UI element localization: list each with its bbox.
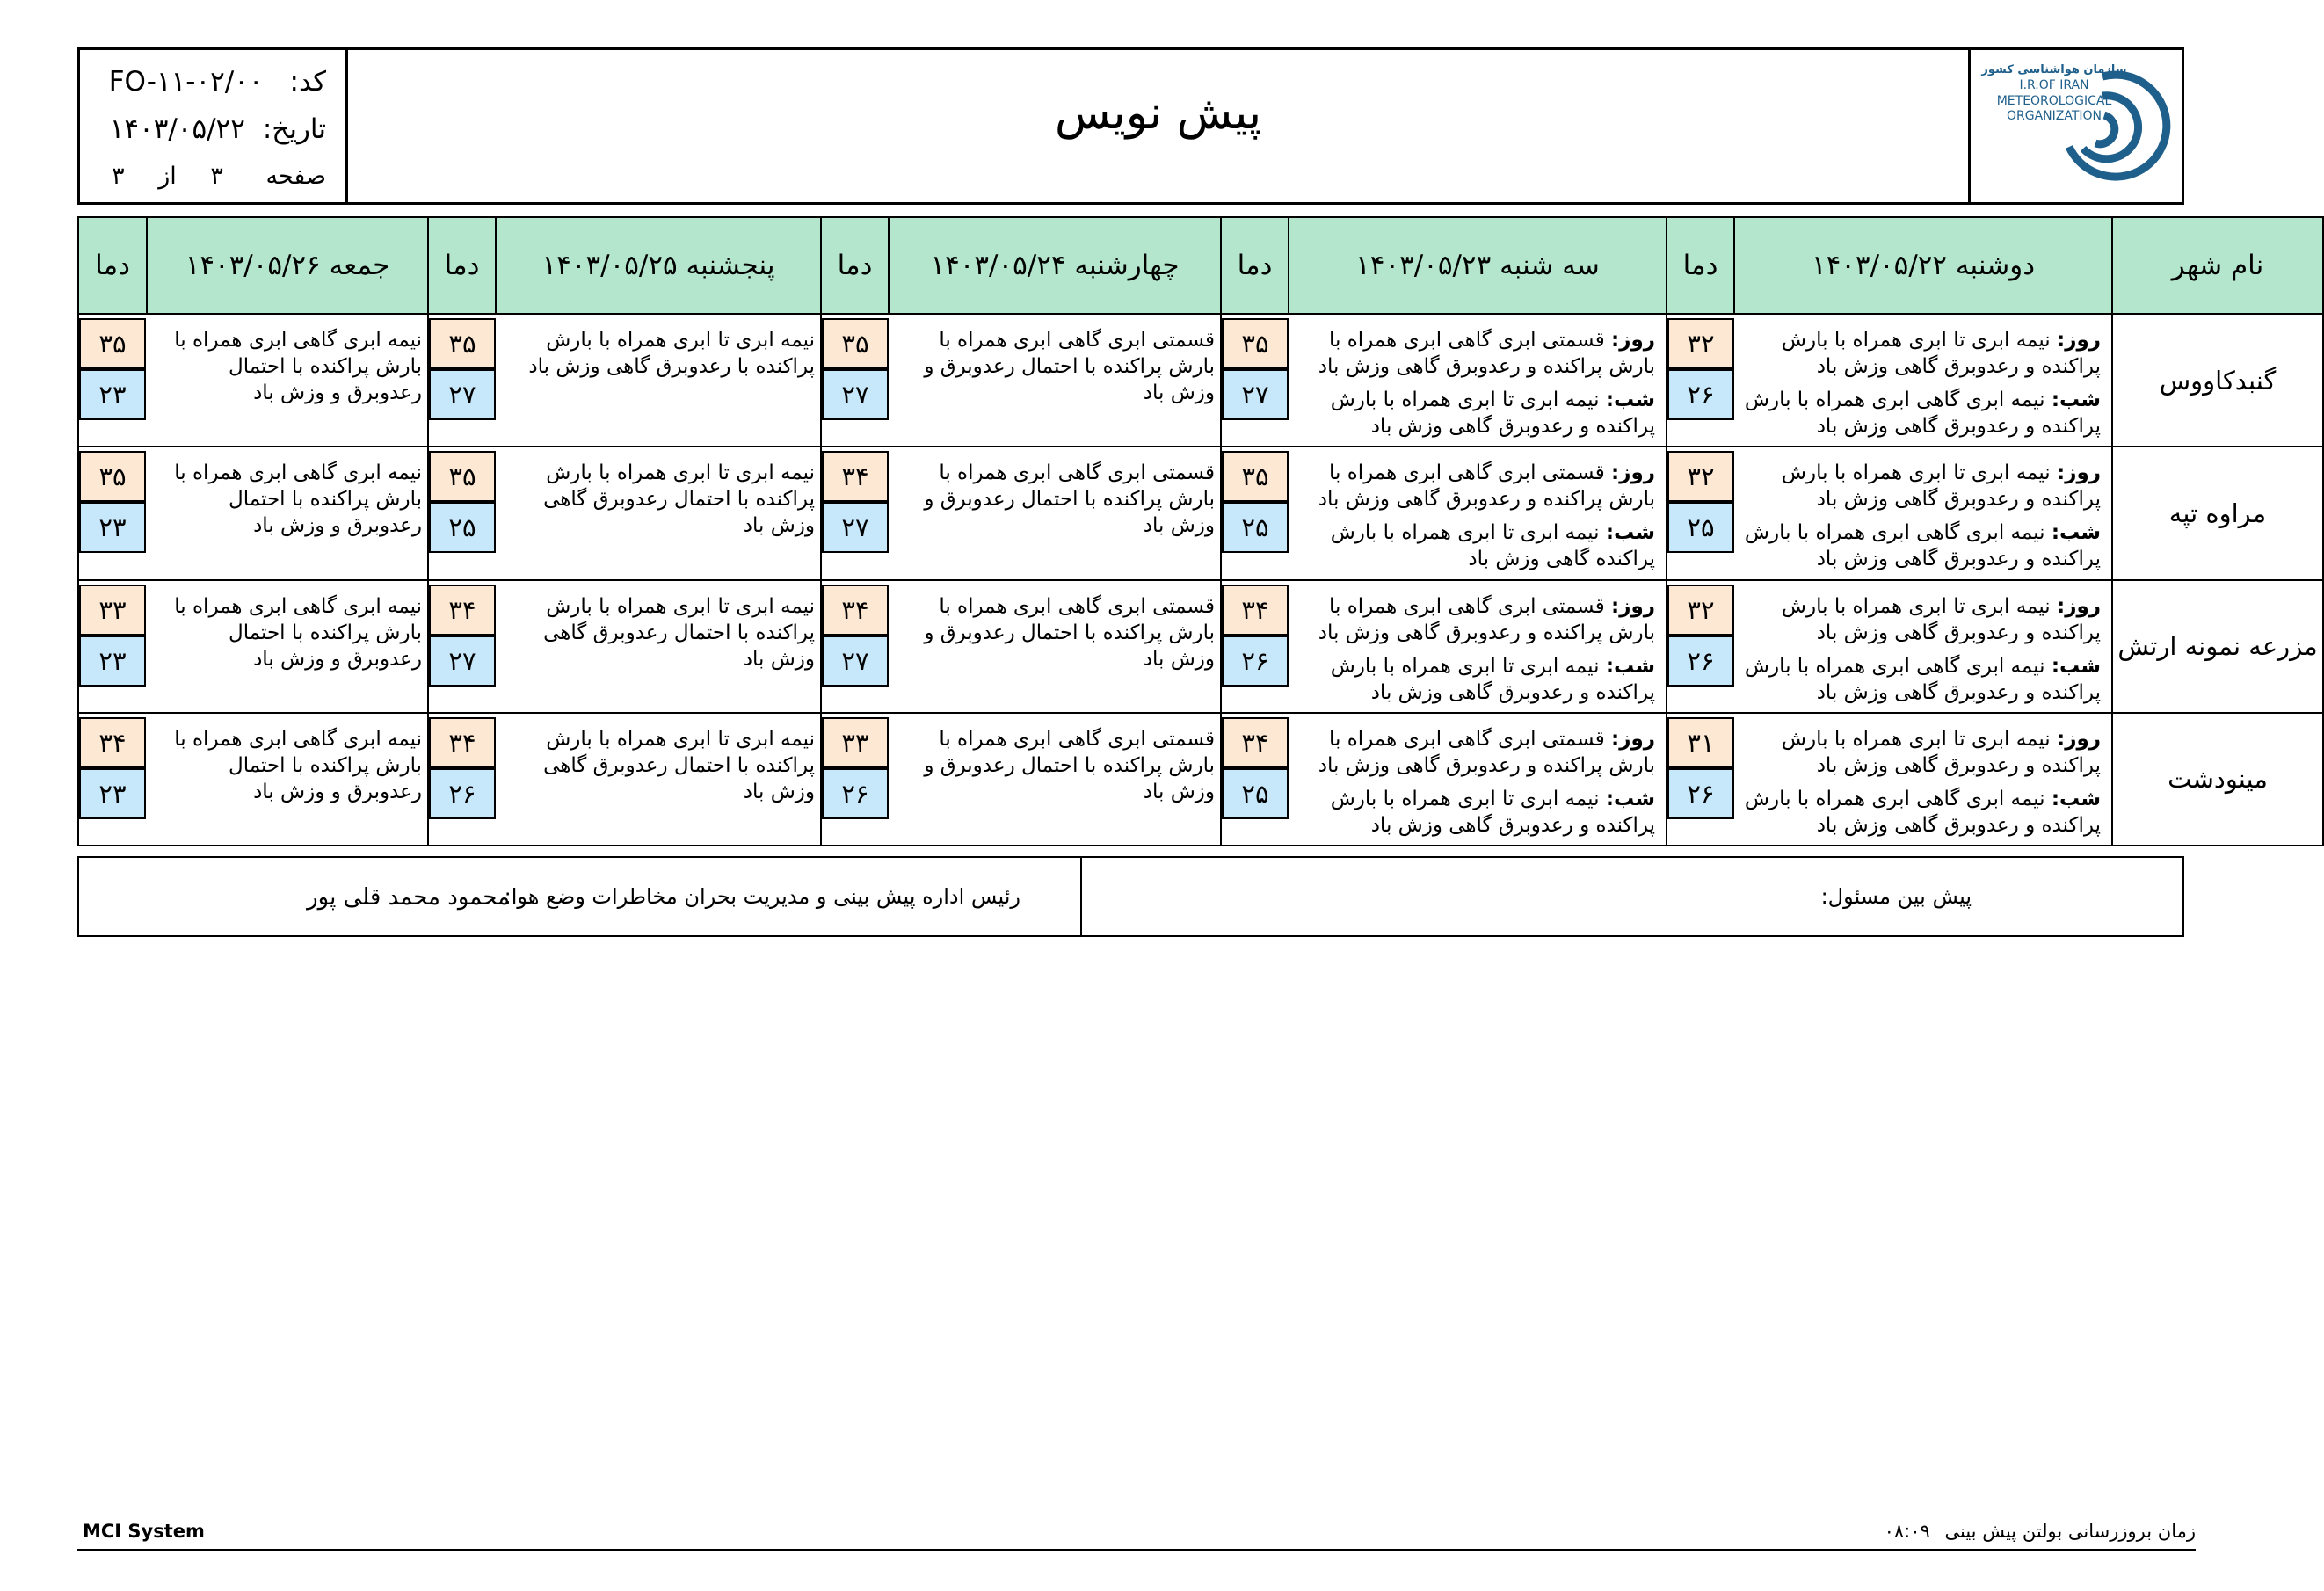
day-header: دوشنبه ۱۴۰۳/۰۵/۲۲ <box>1734 217 2112 314</box>
footer-rule <box>77 1549 2196 1551</box>
forecast-text: قسمتی ابری گاهی ابری همراه با بارش پراکنده با احتمال رعدوبرق و وزش باد <box>924 329 1215 404</box>
code-label: کد: <box>289 66 326 98</box>
page-title: پیش نویس <box>1054 87 1262 140</box>
forecaster-cell <box>1080 858 2182 935</box>
night-forecast <box>1739 786 2101 839</box>
day-text: قسمتی ابری گاهی ابری همراه با بارش پراکنده و رعدوبرق گاهی وزش باد <box>1318 727 1655 777</box>
max-temp: ۳۵ <box>1222 318 1289 369</box>
day-forecast <box>1739 726 2101 779</box>
forecast-text: نیمه ابری تا ابری همراه با بارش پراکنده با احتمال رعدوبرق گاهی وزش باد <box>543 461 815 538</box>
day-label: روز: <box>1611 594 1655 618</box>
forecast-desc <box>147 713 428 846</box>
temp-cell <box>428 314 496 447</box>
min-temp: ۲۶ <box>822 768 889 819</box>
forecast-desc <box>889 580 1221 713</box>
meta-cell <box>80 50 348 202</box>
day-label: روز: <box>2057 727 2101 751</box>
forecast-desc <box>1734 713 2112 846</box>
night-label: شب: <box>2051 521 2101 545</box>
temp-header: دما <box>78 217 147 314</box>
forecast-desc <box>889 447 1221 579</box>
logo-cell <box>1968 50 2182 202</box>
day-forecast <box>1739 460 2101 512</box>
day-header: سه شنبه ۱۴۰۳/۰۵/۲۳ <box>1289 217 1667 314</box>
night-text: نیمه ابری گاهی ابری همراه با بارش پراکنده و رعدوبرق گاهی وزش باد <box>1744 787 2101 837</box>
page-of: از <box>158 163 177 190</box>
night-forecast <box>1294 519 1655 572</box>
min-temp: ۲۶ <box>1667 636 1734 687</box>
temp-cell <box>821 713 889 846</box>
min-temp: ۲۷ <box>429 369 496 420</box>
day-text: قسمتی ابری گاهی ابری همراه با بارش پراکنده و رعدوبرق گاهی وزش باد <box>1318 329 1655 378</box>
temp-cell <box>1221 713 1289 846</box>
temp-cell <box>428 447 496 579</box>
forecast-text: نیمه ابری گاهی ابری همراه با بارش پراکنده با احتمال رعدوبرق و وزش باد <box>174 461 422 538</box>
page-total: ۳ <box>112 163 125 190</box>
temp-cell <box>821 314 889 447</box>
temp-cell <box>1221 447 1289 579</box>
night-text: نیمه ابری تا ابری همراه با بارش پراکنده و رعدوبرق گاهی وزش باد <box>1330 389 1655 438</box>
forecast-desc <box>496 314 821 447</box>
forecast-desc <box>889 314 1221 447</box>
temp-cell <box>78 713 147 846</box>
temp-cell <box>78 314 147 447</box>
night-label: شب: <box>1605 521 1655 545</box>
min-temp: ۲۳ <box>79 636 146 687</box>
temp-header: دما <box>1667 217 1734 314</box>
max-temp: ۳۴ <box>429 717 496 768</box>
day-text: نیمه ابری تا ابری همراه با بارش پراکنده و رعدوبرق گاهی وزش باد <box>1781 461 2101 512</box>
forecast-desc <box>496 713 821 846</box>
night-text: نیمه ابری تا ابری همراه با بارش پراکنده و رعدوبرق گاهی وزش باد <box>1330 654 1655 704</box>
day-label: روز: <box>2057 594 2101 618</box>
day-text: نیمه ابری تا ابری همراه با بارش پراکنده و رعدوبرق گاهی وزش باد <box>1781 727 2101 777</box>
forecast-text: نیمه ابری تا ابری همراه با بارش پراکنده با احتمال رعدوبرق گاهی وزش باد <box>543 727 815 803</box>
head-cell <box>79 858 1086 935</box>
head-label: رئیس اداره پیش بینی و مدیریت بحران مخاطرات وضع هوا: <box>504 884 1020 909</box>
page-label: صفحه <box>265 163 326 190</box>
table-row <box>78 314 2323 447</box>
forecast-desc <box>1289 314 1667 447</box>
update-label: زمان بروزرسانی بولتن پیش بینی <box>1944 1521 2196 1542</box>
temp-cell <box>1667 713 1734 846</box>
day-forecast <box>1294 593 1655 646</box>
date-label: تاریخ: <box>262 113 326 145</box>
night-forecast <box>1294 786 1655 839</box>
svg-text:ORGANIZATION: ORGANIZATION <box>2006 109 2102 123</box>
forecast-desc <box>147 580 428 713</box>
signature-box <box>77 856 2184 937</box>
min-temp: ۲۶ <box>1222 636 1289 687</box>
temp-header: دما <box>1221 217 1289 314</box>
forecaster-label: پیش بین مسئول: <box>1820 884 1972 909</box>
temp-header: دما <box>428 217 496 314</box>
max-temp: ۳۴ <box>1222 585 1289 636</box>
temp-cell <box>1667 314 1734 447</box>
night-forecast <box>1294 387 1655 440</box>
forecast-desc <box>1734 447 2112 579</box>
min-temp: ۲۳ <box>79 768 146 819</box>
logo-text-fa: سازمان هواشناسی کشور <box>1981 63 2127 76</box>
update-time: ۰۸:۰۹ <box>1884 1521 1930 1542</box>
code-row <box>109 66 326 98</box>
forecast-desc <box>1289 447 1667 579</box>
update-info <box>1885 1521 2196 1542</box>
night-label: شب: <box>2051 787 2101 810</box>
night-text: نیمه ابری گاهی ابری همراه با بارش پراکنده و رعدوبرق گاهی وزش باد <box>1744 654 2101 704</box>
date-value: ۱۴۰۳/۰۵/۲۲ <box>109 113 245 145</box>
forecast-text: نیمه ابری گاهی ابری همراه با بارش پراکنده با احتمال رعدوبرق و وزش باد <box>174 727 422 803</box>
max-temp: ۳۴ <box>1222 717 1289 768</box>
night-label: شب: <box>1605 389 1655 411</box>
min-temp: ۲۶ <box>1667 768 1734 819</box>
max-temp: ۳۵ <box>429 318 496 369</box>
max-temp: ۳۴ <box>429 585 496 636</box>
min-temp: ۲۷ <box>822 502 889 553</box>
table-row <box>78 713 2323 846</box>
min-temp: ۲۵ <box>1222 768 1289 819</box>
forecast-text: قسمتی ابری گاهی ابری همراه با بارش پراکنده با احتمال رعدوبرق و وزش باد <box>924 727 1215 803</box>
forecast-text: نیمه ابری تا ابری همراه با بارش پراکنده با رعدوبرق گاهی وزش باد <box>528 329 815 378</box>
day-label: روز: <box>1611 461 1655 485</box>
max-temp: ۳۴ <box>822 585 889 636</box>
max-temp: ۳۵ <box>79 451 146 502</box>
max-temp: ۳۵ <box>822 318 889 369</box>
day-header: پنجشنبه ۱۴۰۳/۰۵/۲۵ <box>496 217 821 314</box>
day-text: قسمتی ابری گاهی ابری همراه با بارش پراکنده و رعدوبرق گاهی وزش باد <box>1318 461 1655 512</box>
day-forecast <box>1294 327 1655 380</box>
max-temp: ۳۲ <box>1667 318 1734 369</box>
night-forecast <box>1294 653 1655 706</box>
min-temp: ۲۶ <box>1667 369 1734 420</box>
day-text: نیمه ابری تا ابری همراه با بارش پراکنده و رعدوبرق گاهی وزش باد <box>1781 329 2101 378</box>
table-header-row <box>78 217 2323 314</box>
day-label: روز: <box>2057 461 2101 485</box>
min-temp: ۲۵ <box>429 502 496 553</box>
date-row <box>110 113 326 145</box>
min-temp: ۲۷ <box>1222 369 1289 420</box>
day-text: نیمه ابری تا ابری همراه با بارش پراکنده و رعدوبرق گاهی وزش باد <box>1781 594 2101 644</box>
city-name: مراوه تپه <box>2112 447 2323 579</box>
day-header: چهارشنبه ۱۴۰۳/۰۵/۲۴ <box>889 217 1221 314</box>
forecast-text: نیمه ابری گاهی ابری همراه با بارش پراکنده با احتمال رعدوبرق و وزش باد <box>174 329 422 404</box>
temp-header: دما <box>821 217 889 314</box>
page-row <box>112 163 326 190</box>
forecast-desc <box>1734 314 2112 447</box>
temp-cell <box>1667 580 1734 713</box>
day-forecast <box>1294 460 1655 512</box>
temp-cell <box>78 580 147 713</box>
day-forecast <box>1294 726 1655 779</box>
max-temp: ۳۲ <box>1667 451 1734 502</box>
forecast-desc <box>1734 580 2112 713</box>
forecast-desc <box>496 447 821 579</box>
night-forecast <box>1739 519 2101 572</box>
night-text: نیمه ابری گاهی ابری همراه با بارش پراکنده و رعدوبرق گاهی وزش باد <box>1744 389 2101 438</box>
night-text: نیمه ابری گاهی ابری همراه با بارش پراکنده و رعدوبرق گاهی وزش باد <box>1744 521 2101 571</box>
forecast-text: نیمه ابری تا ابری همراه با بارش پراکنده با احتمال رعدوبرق گاهی وزش باد <box>543 594 815 671</box>
forecast-text: قسمتی ابری گاهی ابری همراه با بارش پراکنده با احتمال رعدوبرق و وزش باد <box>924 461 1215 538</box>
forecast-desc <box>1289 580 1667 713</box>
night-label: شب: <box>2051 389 2101 411</box>
max-temp: ۳۱ <box>1667 717 1734 768</box>
system-name: MCI System <box>83 1521 205 1542</box>
max-temp: ۳۴ <box>822 451 889 502</box>
forecast-desc <box>1289 713 1667 846</box>
night-label: شب: <box>1605 787 1655 810</box>
night-forecast <box>1739 653 2101 706</box>
head-name: محمود محمد قلی پور <box>307 884 510 911</box>
table-row <box>78 580 2323 713</box>
day-text: قسمتی ابری گاهی ابری همراه با بارش پراکنده و رعدوبرق گاهی وزش باد <box>1318 594 1655 644</box>
night-label: شب: <box>1605 654 1655 678</box>
document-header <box>77 47 2184 205</box>
max-temp: ۳۵ <box>1222 451 1289 502</box>
temp-cell <box>428 580 496 713</box>
table-row <box>78 447 2323 579</box>
night-text: نیمه ابری تا ابری همراه با بارش پراکنده گاهی وزش باد <box>1330 521 1655 571</box>
city-header: نام شهر <box>2112 217 2323 314</box>
temp-cell <box>821 580 889 713</box>
min-temp: ۲۵ <box>1222 502 1289 553</box>
forecast-desc <box>147 314 428 447</box>
day-header: جمعه ۱۴۰۳/۰۵/۲۶ <box>147 217 428 314</box>
min-temp: ۲۶ <box>429 768 496 819</box>
min-temp: ۲۷ <box>429 636 496 687</box>
svg-text:I.R.OF IRAN: I.R.OF IRAN <box>2019 78 2089 92</box>
forecast-table <box>77 216 2324 846</box>
night-forecast <box>1739 387 2101 440</box>
day-forecast <box>1739 327 2101 380</box>
temp-cell <box>1667 447 1734 579</box>
min-temp: ۲۳ <box>79 502 146 553</box>
temp-cell <box>428 713 496 846</box>
org-logo <box>1971 50 2182 204</box>
min-temp: ۲۷ <box>822 636 889 687</box>
night-text: نیمه ابری تا ابری همراه با بارش پراکنده و رعدوبرق گاهی وزش باد <box>1330 787 1655 837</box>
max-temp: ۳۳ <box>79 585 146 636</box>
day-label: روز: <box>2057 329 2101 352</box>
night-label: شب: <box>2051 654 2101 678</box>
max-temp: ۳۲ <box>1667 585 1734 636</box>
forecast-desc <box>889 713 1221 846</box>
min-temp: ۲۷ <box>822 369 889 420</box>
day-label: روز: <box>1611 329 1655 352</box>
max-temp: ۳۵ <box>429 451 496 502</box>
temp-cell <box>1221 314 1289 447</box>
day-label: روز: <box>1611 727 1655 751</box>
min-temp: ۲۳ <box>79 369 146 420</box>
forecast-text: نیمه ابری گاهی ابری همراه با بارش پراکنده با احتمال رعدوبرق و وزش باد <box>174 594 422 671</box>
forecast-desc <box>496 580 821 713</box>
max-temp: ۳۳ <box>822 717 889 768</box>
forecast-desc <box>147 447 428 579</box>
city-name: مینودشت <box>2112 713 2323 846</box>
city-name: مزرعه نمونه ارتش <box>2112 580 2323 713</box>
page-current: ۳ <box>210 163 223 190</box>
temp-cell <box>821 447 889 579</box>
max-temp: ۳۴ <box>79 717 146 768</box>
code-value: FO-۱۱-۰۲/۰۰ <box>108 66 264 98</box>
forecast-text: قسمتی ابری گاهی ابری همراه با بارش پراکنده با احتمال رعدوبرق و وزش باد <box>924 594 1215 671</box>
city-name: گنبدکاووس <box>2112 314 2323 447</box>
temp-cell <box>78 447 147 579</box>
temp-cell <box>1221 580 1289 713</box>
min-temp: ۲۵ <box>1667 502 1734 553</box>
day-forecast <box>1739 593 2101 646</box>
svg-text:METEOROLOGICAL: METEOROLOGICAL <box>1996 94 2112 108</box>
max-temp: ۳۵ <box>79 318 146 369</box>
